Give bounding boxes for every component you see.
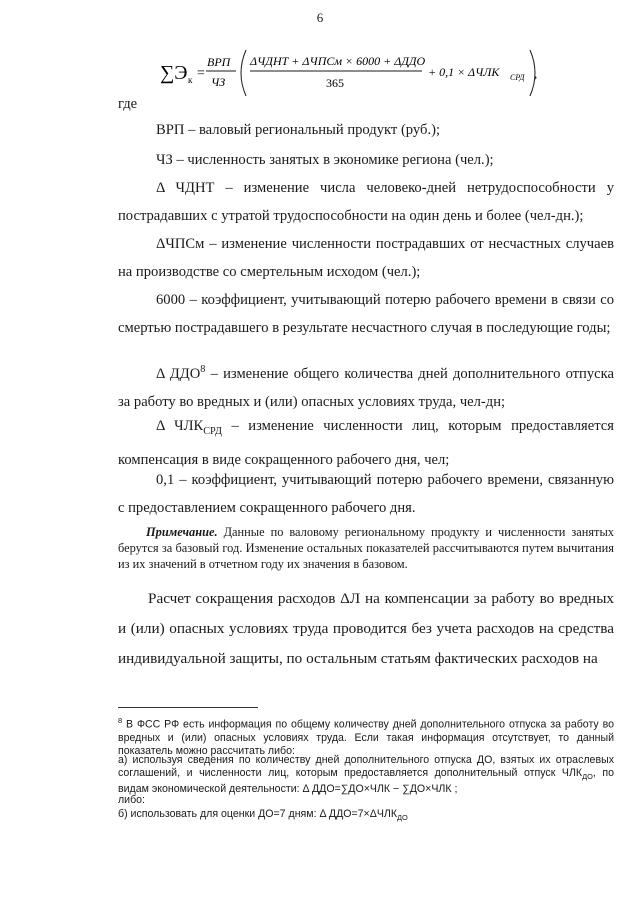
- definition-chz: ЧЗ – численность занятых в экономике региона (чел.);: [156, 152, 494, 168]
- svg-text:=: =: [197, 66, 205, 81]
- definition-ddo: Δ ДДО$^8$ – изменение общего количества дней дополнительного отпуска за работу во вредных и (или) опасных условиях труда, чел-дн;: [118, 364, 614, 410]
- definition-chpsm: ΔЧПСм – изменение численности пострадавших от несчастных случаев на производстве со смертельным исходом (чел.);: [118, 236, 614, 280]
- footnote-rule: [118, 707, 258, 708]
- definition-vrp: ВРП – валовый региональный продукт (руб.);: [156, 122, 441, 138]
- formula-inner-denominator: 365: [326, 76, 344, 90]
- footnote-line-2: а) используя сведения по количеству дней дополнительного отпуска ДО, взятых их отраслевых соглашений, и численности лиц, которым предоставляется дополнительный отпуск $ЧЛК_{ДО}$, по видам экономической деятельности: Δ ДДО=∑ДО×ЧЛК − ∑ДО×ЧЛК ;: [118, 754, 614, 796]
- note: Примечание. Данные по валовому региональному продукту и численности занятых берутся за базовый год. Изменение остальных показателей рассчитываются путем вычитания из их значений в отчетном году их значения в базовом.: [118, 525, 614, 571]
- footnote-line-1: $^8$ В ФСС РФ есть информация по общему количеству дней дополнительного отпуска за работу во вредных и (или) опасных условиях труда. Если такая информация отсутствует, то данный показатель можно рассчитать либо:: [118, 716, 614, 757]
- formula-tail-sub: СРД: [510, 73, 525, 82]
- formula: [160, 46, 540, 102]
- formula-end: ,: [534, 66, 538, 81]
- definition-chlk: Δ $ЧЛК_{СРД}$ – изменение численности лиц, которым предоставляется компенсация в виде сокращенного рабочего дня, чел;: [118, 418, 614, 468]
- body-paragraph: Расчет сокращения расходов ΔЛ на компенсации за работу во вредных и (или) опасных условиях труда проводится без учета расходов на средства индивидуальной защиты, по остальным статьям фактических расходов на: [118, 590, 614, 667]
- formula-tail: + 0,1 × ΔЧЛК: [428, 65, 500, 79]
- formula-lhs-numerator: ВРП: [207, 55, 231, 69]
- formula-sum-symbol: ∑Э: [160, 62, 188, 84]
- formula-inner-numerator: ΔЧДНТ + ΔЧПСм × 6000 + ΔДДО: [250, 54, 426, 68]
- formula-sum-sub: к: [188, 75, 193, 85]
- footnote-line-4: б) использовать для оценки ДО=7 дням: Δ $ДДО=7\times\Delta ЧЛК_{ДО}$: [118, 808, 408, 823]
- formula-lhs-denominator: ЧЗ: [211, 75, 226, 89]
- definition-chdnt: Δ ЧДНТ – изменение числа человеко-дней нетрудоспособности у пострадавших с утратой трудоспособности на один день и более (чел-дн.);: [118, 180, 614, 224]
- where-label: где: [118, 96, 138, 112]
- footnote-line-3: либо:: [118, 794, 146, 806]
- definition-6000: 6000 – коэффициент, учитывающий потерю рабочего времени в связи со смертью пострадавшего в результате несчастного случая в последующие годы;: [118, 292, 614, 336]
- definition-01: 0,1 – коэффициент, учитывающий потерю рабочего времени, связанную с предоставлением сокращенного рабочего дня.: [118, 472, 614, 516]
- note-label: Примечание.: [146, 525, 218, 539]
- page-number: 6: [316, 10, 324, 25]
